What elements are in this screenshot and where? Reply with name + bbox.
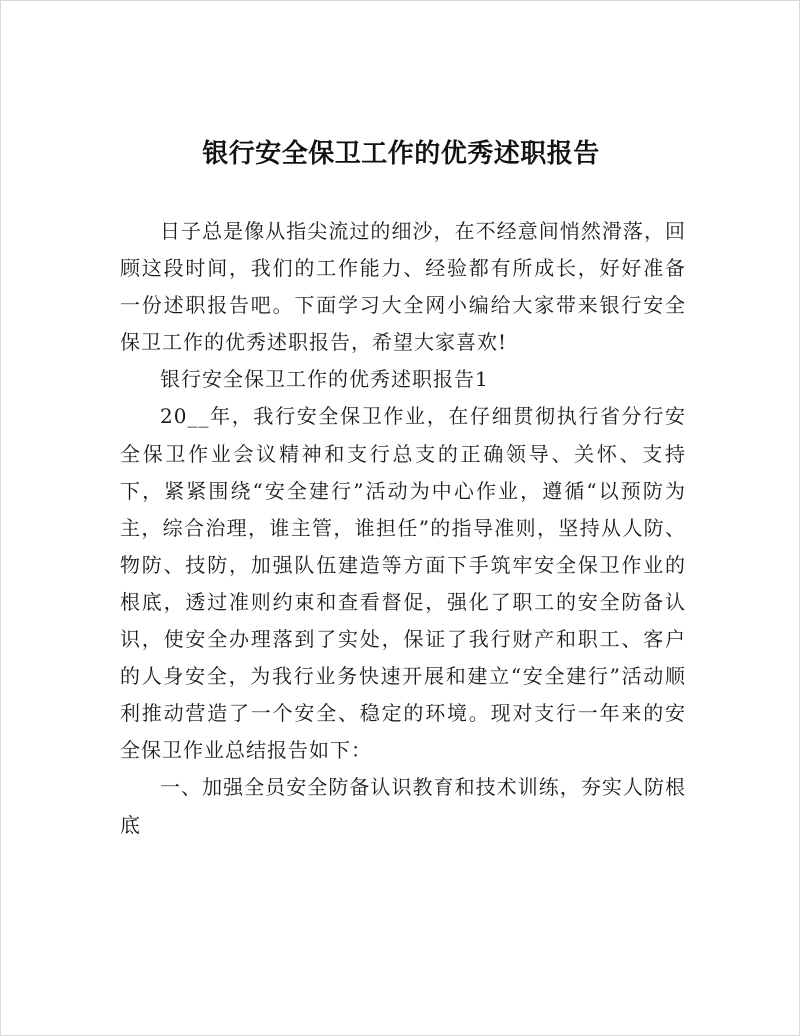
subsection-heading: 一、加强全员安全防备认识教育和技术训练，夯实人防根底 bbox=[120, 775, 686, 837]
intro-paragraph: 日子总是像从指尖流过的细沙，在不经意间悄然滑落，回顾这段时间，我们的工作能力、经验都有所成长，好好准备一份述职报告吧。下面学习大全网小编给大家带来银行安全保卫工作的优秀述职报告，希望大家喜欢! bbox=[120, 219, 686, 355]
section-heading: 银行安全保卫工作的优秀述职报告1 bbox=[160, 367, 489, 392]
report-paragraph: 20__年，我行安全保卫作业，在仔细贯彻执行省分行安全保卫作业会议精神和支行总支的正确领导、关怀、支持下，紧紧围绕“安全建行”活动为中心作业，遵循“以预防为主，综合治理，谁主管，谁担任”的指导准则，坚持从人防、物防、技防，加强队伍建造等方面下手筑牢安全保卫作业的根底，透过准则约束和查看督促，强化了职工的安全防备认识，使安全办理落到了实处，保证了我行财产和职工、客户的人身安全，为我行业务快速开展和建立“安全建行”活动顺利推动营造了一个安全、稳定的环境。现对支行一年来的安全保卫作业总结报告如下： bbox=[120, 404, 686, 763]
document-body bbox=[120, 213, 686, 844]
document-title: 银行安全保卫工作的优秀述职报告 bbox=[202, 139, 600, 169]
